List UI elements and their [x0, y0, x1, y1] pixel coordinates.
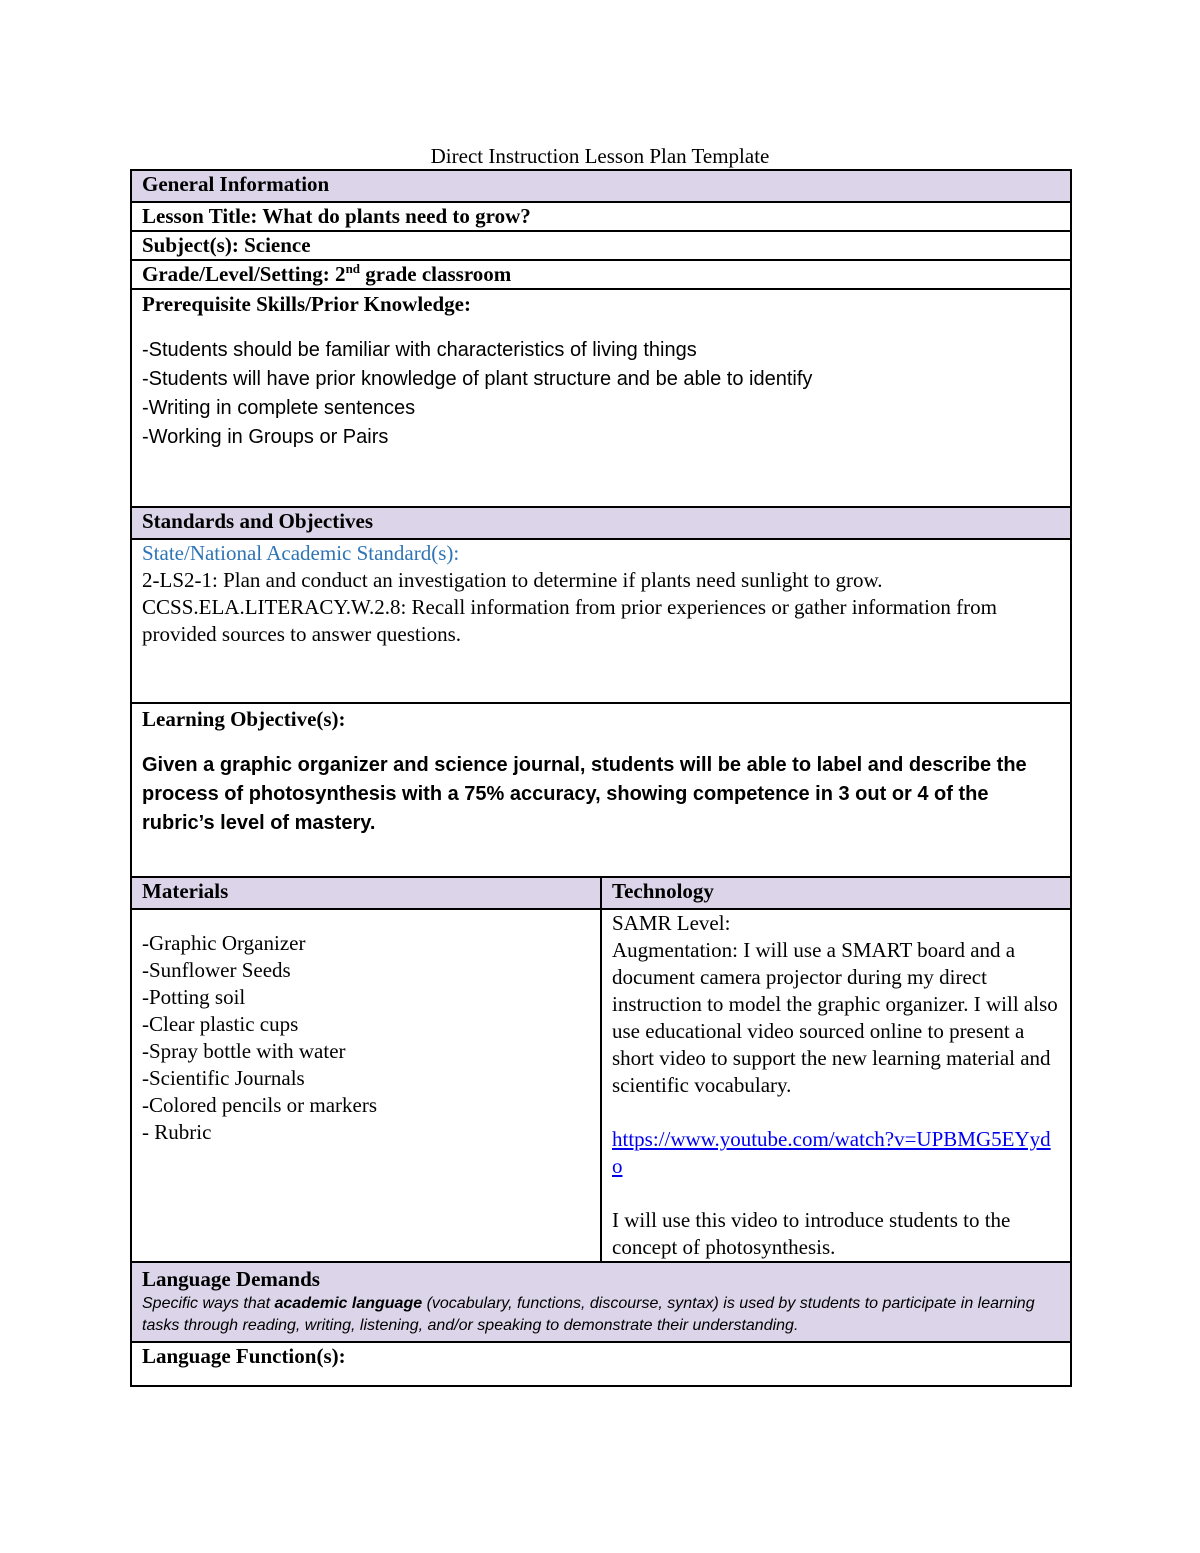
learning-objective-text: Given a graphic organizer and science journal, students will be able to label and describe the process of photosynthesis with a 75% accuracy, showing competence in 3 out or 4 of the rubric’s level of mastery. — [142, 754, 1027, 834]
material-item: -Colored pencils or markers — [142, 1093, 378, 1117]
samr-text: Augmentation: I will use a SMART board and a document camera projector during my direct instruction to model the graphic organizer. I will also use educational video sourced online to present a short video to support the new learning material and scientific vocabulary. — [612, 938, 1058, 1097]
prereq-item: -Students should be familiar with characteristics of living things — [142, 339, 697, 361]
lesson-title-row: Lesson Title: What do plants need to grow? — [131, 202, 1071, 231]
material-item: -Sunflower Seeds — [142, 958, 291, 982]
standards-cell — [131, 539, 1071, 703]
grade-sup: nd — [345, 261, 361, 276]
material-item: -Graphic Organizer — [142, 931, 306, 955]
standard-2: CCSS.ELA.LITERACY.W.2.8: Recall information from prior experiences or gather information from provided sources to answer questions. — [142, 595, 997, 646]
document-title: Direct Instruction Lesson Plan Template — [430, 144, 770, 168]
material-item: -Spray bottle with water — [142, 1039, 346, 1063]
prereq-item: -Students will have prior knowledge of plant structure and be able to identify — [142, 368, 813, 390]
prereq-item: -Working in Groups or Pairs — [142, 426, 389, 448]
material-item: - Rubric — [142, 1120, 212, 1144]
video-link[interactable]: https://www.youtube.com/watch?v=UPBMG5EYydo — [612, 1127, 1051, 1178]
learning-objective-cell — [131, 703, 1071, 877]
material-item: -Scientific Journals — [142, 1066, 305, 1090]
material-item: -Clear plastic cups — [142, 1012, 299, 1036]
language-demands-cell — [131, 1262, 1071, 1342]
standard-1: 2-LS2-1: Plan and conduct an investigation to determine if plants need sunlight to grow. — [142, 568, 883, 592]
prerequisite-cell — [131, 289, 1071, 507]
grade-suffix: grade classroom — [360, 262, 512, 286]
prereq-item: -Writing in complete sentences — [142, 397, 416, 419]
samr-label: SAMR Level: — [612, 911, 731, 935]
note-pre: Specific ways that — [142, 1295, 275, 1312]
general-information-header: General Information — [131, 170, 1071, 202]
learning-objective-label: Learning Objective(s): — [142, 707, 346, 731]
note-bold: academic language — [274, 1295, 423, 1312]
video-note: I will use this video to introduce students to the concept of photosynthesis. — [612, 1208, 1011, 1259]
materials-cell — [131, 909, 601, 1262]
language-demands-header: Language Demands — [142, 1267, 320, 1291]
lesson-plan-table — [130, 169, 1072, 1387]
technology-cell — [601, 909, 1071, 1262]
grade-prefix: Grade/Level/Setting: 2 — [142, 262, 346, 286]
material-item: -Potting soil — [142, 985, 246, 1009]
standard-label: State/National Academic Standard(s): — [142, 541, 460, 565]
standards-objectives-header: Standards and Objectives — [131, 507, 1071, 539]
technology-header: Technology — [601, 877, 1071, 909]
language-functions-row: Language Function(s): — [131, 1342, 1071, 1386]
materials-header: Materials — [131, 877, 601, 909]
language-demands-note — [142, 1293, 1060, 1337]
subjects-row: Subject(s): Science — [131, 231, 1071, 260]
prerequisite-label: Prerequisite Skills/Prior Knowledge: — [142, 292, 471, 316]
grade-level-row — [131, 260, 1071, 289]
note-post: (vocabulary, functions, discourse, syntax) is used by students to participate in learning tasks through reading, writing, listening, and/or speaking to demonstrate their understanding. — [142, 1295, 1035, 1334]
